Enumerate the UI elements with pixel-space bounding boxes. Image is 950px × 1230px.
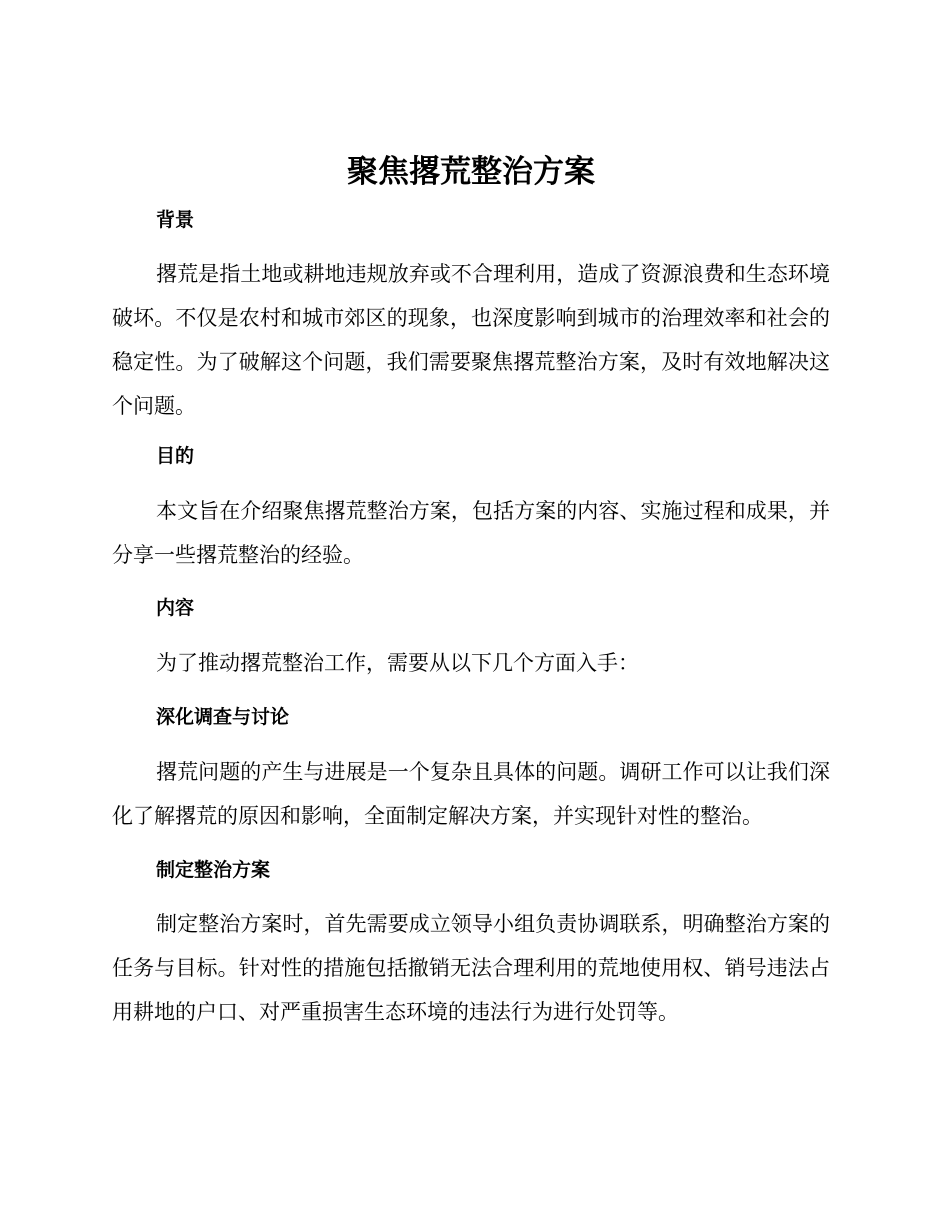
section-heading-background: 背景 (156, 209, 195, 231)
section-paragraph-purpose: 本文旨在介绍聚焦撂荒整治方案，包括方案的内容、实施过程和成果，并分享一些撂荒整治的经验。 (112, 499, 830, 567)
section-heading-plan: 制定整治方案 (156, 859, 271, 881)
section-heading-investigation: 深化调查与讨论 (156, 706, 290, 728)
document-title: 聚焦撂荒整治方案 (347, 154, 595, 190)
section-heading-content: 内容 (156, 597, 195, 619)
section-paragraph-content: 为了推动撂荒整治工作，需要从以下几个方面入手： (156, 651, 639, 675)
section-paragraph-investigation: 撂荒问题的产生与进展是一个复杂且具体的问题。调研工作可以让我们深化了解撂荒的原因和影响，全面制定解决方案，并实现针对性的整治。 (112, 760, 830, 828)
section-paragraph-background: 撂荒是指土地或耕地违规放弃或不合理利用，造成了资源浪费和生态环境破坏。不仅是农村和城市郊区的现象，也深度影响到城市的治理效率和社会的稳定性。为了破解这个问题，我们需要聚焦撂荒整治方案，及时有效地解决这个问题。 (112, 262, 830, 418)
section-heading-purpose: 目的 (156, 445, 195, 467)
section-paragraph-plan: 制定整治方案时，首先需要成立领导小组负责协调联系，明确整治方案的任务与目标。针对性的措施包括撤销无法合理利用的荒地使用权、销号违法占用耕地的户口、对严重损害生态环境的违法行为进行处罚等。 (112, 912, 830, 1024)
